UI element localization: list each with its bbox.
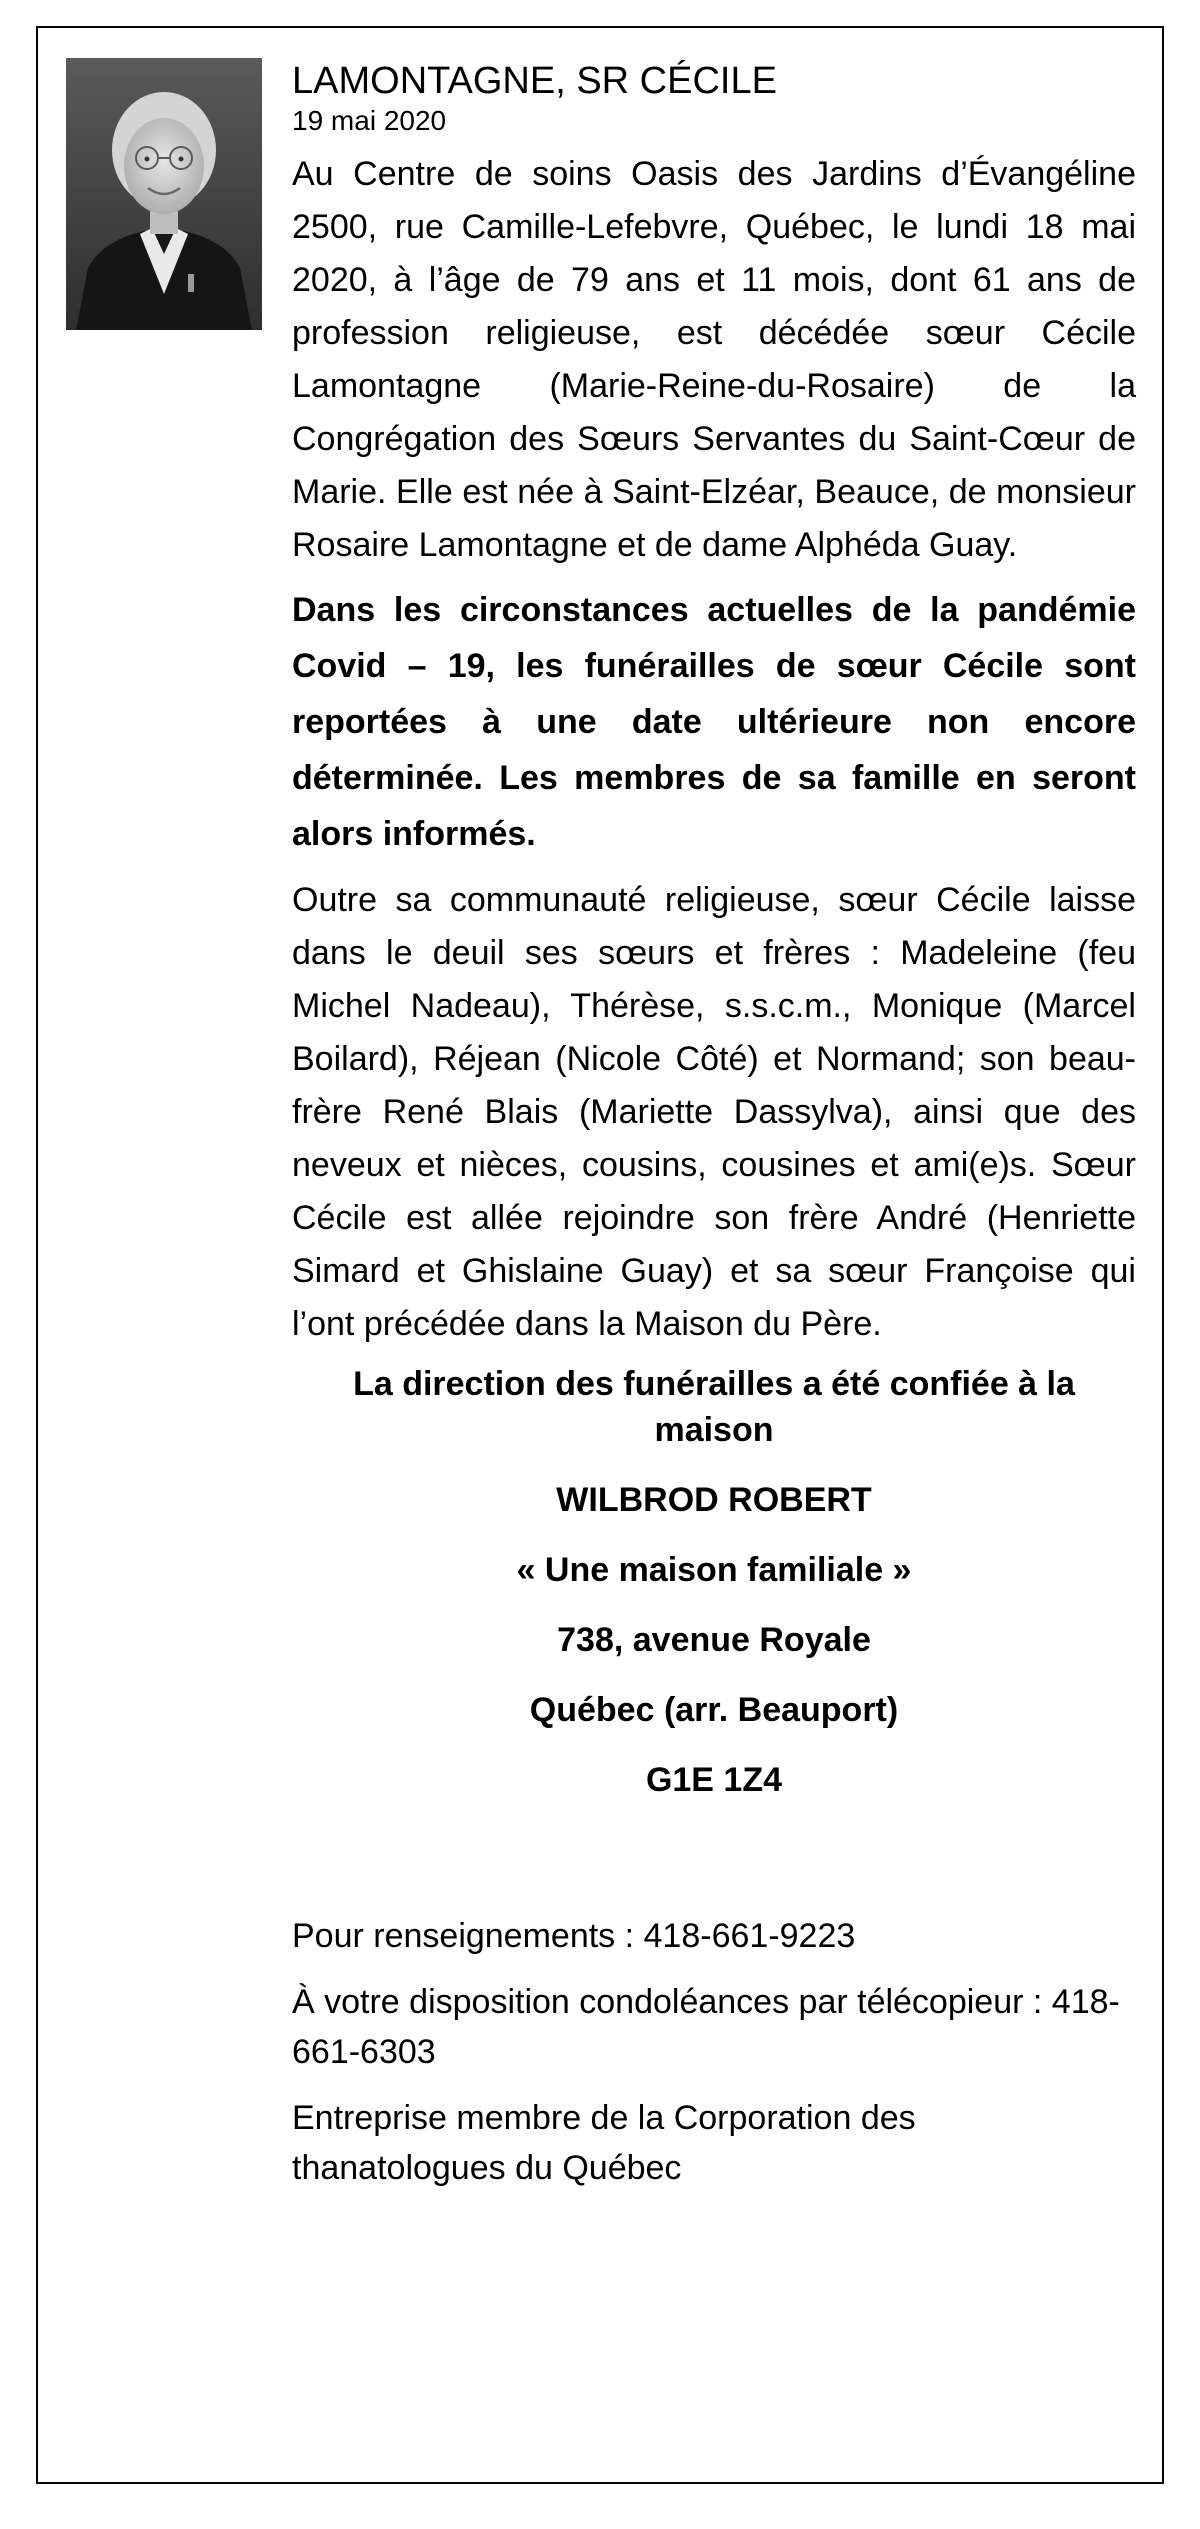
info-phone: Pour renseignements : 418-661-9223 [292,1917,856,1955]
portrait-image [66,58,262,330]
funeral-home-name: WILBROD ROBERT [556,1481,872,1519]
portrait-photo [66,58,262,330]
funeral-postponement-paragraph: Dans les circonstances actuelles de la pandémie Covid – 19, les funérailles de sœur Cécile sont reportées à une date ultérieure non encore déterminée. Les membres de sa famille en seront alors informés. [292,591,1136,853]
notice-content [292,58,1136,2209]
funeral-home-intro: La direction des funérailles a été confiée à la maison [353,1365,1075,1449]
condolences-fax: À votre disposition condoléances par télécopieur : 418-661-6303 [292,1983,1120,2071]
funeral-home-block [292,1361,1136,1803]
deceased-name: LAMONTAGNE, SR CÉCILE [292,60,777,102]
funeral-home-street: 738, avenue Royale [557,1621,871,1659]
survivors-paragraph: Outre sa communauté religieuse, sœur Cécile laisse dans le deuil ses sœurs et frères : Madeleine (feu Michel Nadeau), Thérèse, s.s.c.m., Monique (Marcel Boilard), Réjean (Nicole Côté) et Normand; son beau-frère René Blais (Mariette Dassylva), ainsi que des neveux et nièces, cousins, cousines et ami(e)s. Sœur Cécile est allée rejoindre son frère André (Henriette Simard et Ghislaine Guay) et sa sœur Françoise qui l’ont précédée dans la Maison du Père. [292,881,1136,1343]
funeral-home-slogan: « Une maison familiale » [516,1551,912,1589]
death-announcement-paragraph: Au Centre de soins Oasis des Jardins d’Évangéline 2500, rue Camille-Lefebvre, Québec, le lundi 18 mai 2020, à l’âge de 79 ans et 11 mois, dont 61 ans de profession religieuse, est décédée sœur Cécile Lamontagne (Marie-Reine-du-Rosaire) de la Congrégation des Sœurs Servantes du Saint-Cœur de Marie. Elle est née à Saint-Elzéar, Beauce, de monsieur Rosaire Lamontagne et de dame Alphéda Guay. [292,155,1136,564]
funeral-home-postal-code: G1E 1Z4 [645,1761,783,1799]
corporation-membership: Entreprise membre de la Corporation des thanatologues du Québec [292,2099,916,2187]
publication-date: 19 mai 2020 [292,105,447,136]
funeral-home-city: Québec (arr. Beauport) [529,1691,899,1729]
